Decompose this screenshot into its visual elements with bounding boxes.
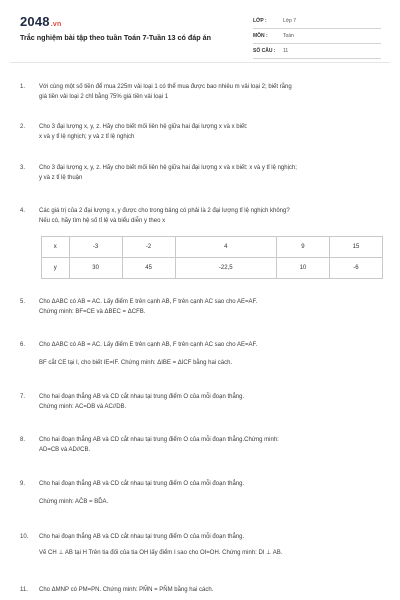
- question-number: 9.: [20, 481, 26, 487]
- question-10: [20, 532, 382, 558]
- question-text: x và y tỉ lệ nghịch; y và z tỉ lệ nghịch: [39, 134, 135, 140]
- question-text: y và z tỉ lệ thuận: [39, 175, 83, 181]
- question-number: 7.: [20, 394, 26, 400]
- meta-value: 11: [283, 48, 289, 54]
- question-7: [20, 392, 382, 412]
- question-6: [20, 340, 382, 368]
- table-cell: -3: [69, 237, 122, 258]
- table-cell: 10: [276, 258, 329, 279]
- meta-value: Lớp 7: [283, 18, 297, 24]
- table-cell: 4: [175, 237, 276, 258]
- question-number: 2.: [20, 124, 26, 130]
- table-cell: 30: [69, 258, 122, 279]
- table-cell: -22,5: [175, 258, 276, 279]
- question-text: Cho ΔABC có AB = AC. Lấy điểm E trên cạnh AB, F trên cạnh AC sao cho AE=AF.: [39, 299, 258, 305]
- question-text: AD=CB và AD//CB.: [39, 447, 91, 453]
- question-number: 4.: [20, 208, 26, 214]
- question-number: 5.: [20, 299, 26, 305]
- question-text: Cho hai đoạn thẳng AB và CD cắt nhau tại trung điểm O của mỗi đoạn thẳng.: [39, 481, 245, 487]
- question-number: 11.: [20, 587, 28, 593]
- meta-value: Toán: [283, 33, 294, 39]
- question-text: Các giá trị của 2 đại lượng x, y được cho trong bảng có phải là 2 đại lượng tỉ lệ nghịch không?: [39, 208, 290, 214]
- question-text: Cho 3 đại lượng x, y, z. Hãy cho biết mối liên hệ giữa hai đại lượng x và x biết: x và y tỉ lệ nghịch;: [39, 165, 297, 171]
- meta-info: [253, 14, 381, 59]
- question-text: Chứng minh: AC=DB và AC//DB.: [39, 404, 127, 410]
- question-text: Với cùng một số tiền để mua 225m vải loại 1 có thể mua được bao nhiêu m vải loại 2; biết rằng: [39, 84, 292, 90]
- question-number: 3.: [20, 165, 26, 171]
- table-cell: 45: [122, 258, 175, 279]
- meta-subject-row: [253, 29, 381, 44]
- table-cell: x: [42, 237, 70, 258]
- question-4: [20, 206, 382, 226]
- meta-count-row: [253, 44, 381, 59]
- logo-text: 2048: [20, 14, 50, 29]
- table-cell: 15: [329, 237, 382, 258]
- question-text: Cho 3 đại lượng x, y, z. Hãy cho biết mối liên hệ giữa hai đại lượng x và x biết:: [39, 124, 248, 130]
- question-5: [20, 297, 382, 317]
- question-text: giá tiền vải loại 2 chỉ bằng 75% giá tiền vải loại 1: [39, 94, 169, 100]
- meta-class-row: [253, 14, 381, 29]
- meta-label: SỐ CÂU :: [253, 48, 276, 54]
- value-table: [41, 236, 383, 279]
- meta-label: LỚP :: [253, 18, 267, 24]
- table-cell: y: [42, 258, 70, 279]
- question-number: 10.: [20, 534, 29, 540]
- question-text: BF cắt CE tại I, cho biết IE=IF. Chứng minh: ΔIBE = ΔICF bằng hai cách.: [39, 360, 233, 366]
- table-row: [42, 237, 383, 258]
- question-text: Cho ΔABC có AB = AC. Lấy điểm E trên cạnh AB, F trên cạnh AC sao cho AE=AF.: [39, 342, 258, 348]
- question-number: 8.: [20, 437, 26, 443]
- table-cell: 9: [276, 237, 329, 258]
- site-logo[interactable]: [20, 14, 61, 29]
- question-number: 6.: [20, 342, 26, 348]
- question-text: Cho hai đoạn thẳng AB và CD cắt nhau tại trung điểm O của mỗi đoạn thẳng.Chứng minh:: [39, 437, 279, 443]
- question-number: 1.: [20, 84, 26, 90]
- page-title: Trắc nghiệm bài tập theo tuần Toán 7-Tuần 13 có đáp án: [20, 33, 212, 42]
- question-text: Cho hai đoạn thẳng AB và CD cắt nhau tại trung điểm O của mỗi đoạn thẳng.: [39, 534, 245, 540]
- table-cell: -2: [122, 237, 175, 258]
- question-text: Chứng minh: AĈB = BD̂A.: [39, 499, 109, 505]
- question-8: [20, 435, 382, 455]
- question-text: Chứng minh: BF=CE và ΔBEC = ΔCFB.: [39, 309, 146, 315]
- question-text: Cho ΔMNP có PM=PN. Chứng minh: PM̂N = PN̂M bằng hai cách.: [39, 587, 214, 593]
- table-cell: -6: [329, 258, 382, 279]
- header-divider: [10, 62, 390, 63]
- logo-suffix: .vn: [50, 21, 62, 28]
- meta-label: MÔN :: [253, 33, 268, 39]
- question-2: [20, 122, 382, 142]
- question-text: Vẽ CH ⊥ AB tại H Trên tia đối của tia OH lấy điểm I sao cho OI=OH. Chứng minh: DI ⊥ AB.: [39, 550, 283, 556]
- question-text: Nếu có, hãy tìm hệ số tỉ lệ và biểu diễn y theo x: [39, 218, 166, 224]
- question-9: [20, 479, 382, 507]
- question-3: [20, 163, 382, 183]
- question-text: Cho hai đoạn thẳng AB và CD cắt nhau tại trung điểm O của mỗi đoạn thẳng.: [39, 394, 245, 400]
- table-row: [42, 258, 383, 279]
- question-11: [20, 585, 382, 595]
- question-1: [20, 82, 382, 102]
